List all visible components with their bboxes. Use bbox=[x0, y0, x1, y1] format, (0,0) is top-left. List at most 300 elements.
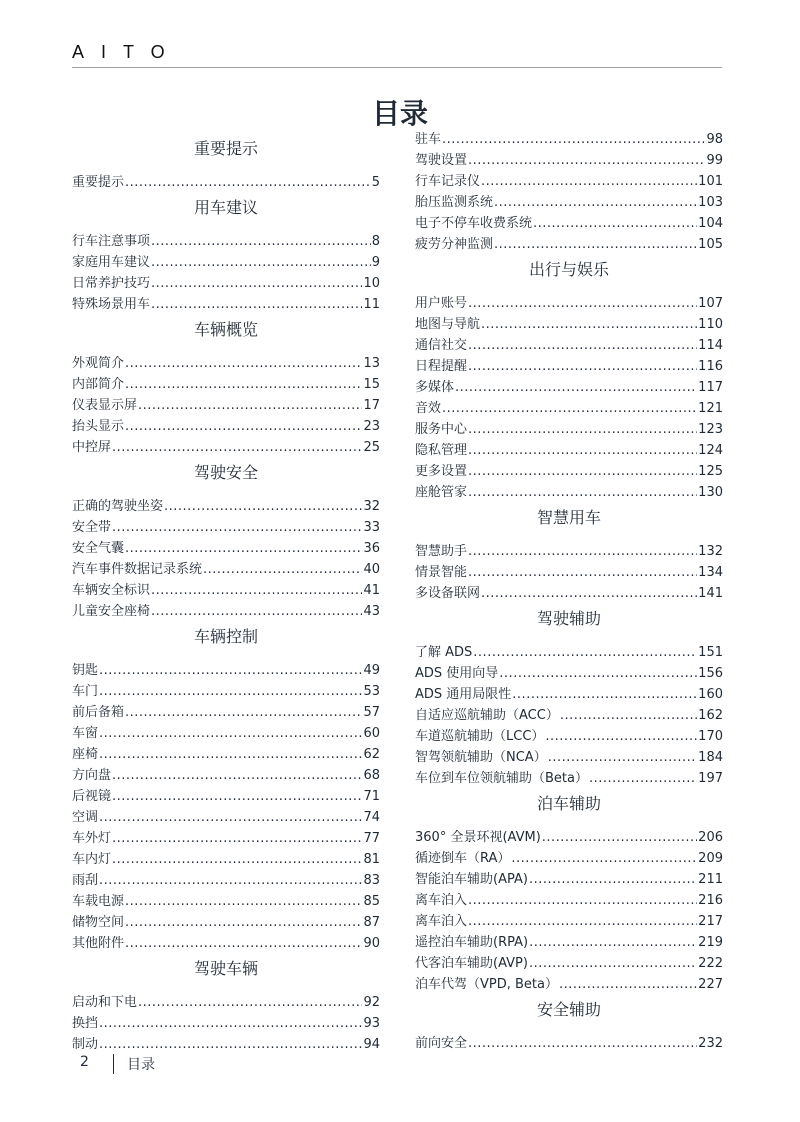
section-title: 安全辅助 bbox=[536, 1000, 601, 1019]
dot-leader bbox=[468, 890, 697, 911]
dot-leader bbox=[125, 416, 362, 437]
toc-entry-page: 211 bbox=[698, 872, 723, 887]
toc-entry-title: 驾驶设置 bbox=[415, 153, 468, 168]
dot-leader bbox=[529, 953, 697, 974]
toc-entry-page: 103 bbox=[698, 195, 723, 210]
toc-entry-title: 隐私管理 bbox=[415, 443, 468, 458]
toc-entry[interactable] bbox=[72, 538, 380, 559]
dot-leader bbox=[99, 870, 362, 891]
toc-entry-title: 行车记录仪 bbox=[415, 174, 481, 189]
toc-entry-title: 多设备联网 bbox=[415, 586, 481, 601]
dot-leader bbox=[99, 1034, 362, 1055]
toc-section bbox=[72, 138, 380, 193]
dot-leader bbox=[112, 517, 362, 538]
section-title: 重要提示 bbox=[193, 139, 258, 158]
toc-entry-page: 93 bbox=[363, 1016, 380, 1031]
toc-entry[interactable] bbox=[415, 583, 723, 604]
toc-entry[interactable] bbox=[72, 807, 380, 828]
toc-entry-page: 184 bbox=[698, 750, 723, 765]
dot-leader bbox=[560, 705, 697, 726]
dot-leader bbox=[499, 663, 697, 684]
toc-entry-title: 中控屏 bbox=[72, 440, 112, 455]
toc-entry-page: 162 bbox=[698, 708, 723, 723]
toc-entry-title: 更多设置 bbox=[415, 464, 468, 479]
toc-entry-page: 57 bbox=[363, 705, 380, 720]
toc-entry[interactable] bbox=[415, 234, 723, 255]
toc-entry-title: 前向安全 bbox=[415, 1036, 468, 1051]
toc-entry-title: 安全带 bbox=[72, 520, 112, 535]
toc-entry-page: 11 bbox=[363, 297, 380, 312]
toc-entry-page: 216 bbox=[698, 893, 723, 908]
section-title: 泊车辅助 bbox=[536, 794, 601, 813]
toc-entry[interactable] bbox=[72, 172, 380, 193]
toc-entry[interactable] bbox=[415, 129, 723, 150]
toc-entry[interactable] bbox=[72, 353, 380, 374]
toc-entry[interactable] bbox=[415, 932, 723, 953]
toc-entry-page: 98 bbox=[706, 132, 723, 147]
toc-entry-title: 情景智能 bbox=[415, 565, 468, 580]
toc-section bbox=[415, 129, 723, 255]
toc-entry-page: 232 bbox=[698, 1036, 723, 1051]
toc-entry-title: 遥控泊车辅助(RPA) bbox=[415, 935, 529, 950]
toc-entry-title: 音效 bbox=[415, 401, 442, 416]
toc-entry-title: 日程提醒 bbox=[415, 359, 468, 374]
toc-entry-page: 92 bbox=[363, 995, 380, 1010]
toc-entry[interactable] bbox=[415, 768, 723, 789]
dot-leader bbox=[164, 496, 362, 517]
dot-leader bbox=[468, 911, 697, 932]
toc-entry[interactable] bbox=[72, 933, 380, 954]
toc-entry[interactable] bbox=[415, 192, 723, 213]
toc-entry[interactable] bbox=[415, 974, 723, 995]
dot-leader bbox=[125, 912, 362, 933]
toc-entry-page: 219 bbox=[698, 935, 723, 950]
toc-entry-page: 134 bbox=[698, 565, 723, 580]
dot-leader bbox=[151, 273, 362, 294]
toc-entry-title: 日常养护技巧 bbox=[72, 276, 151, 291]
dot-leader bbox=[99, 660, 362, 681]
toc-entry-page: 123 bbox=[698, 422, 723, 437]
toc-entry-page: 62 bbox=[363, 747, 380, 762]
toc-section bbox=[415, 507, 723, 604]
toc-entry-page: 156 bbox=[698, 666, 723, 681]
toc-entry-title: 座舱管家 bbox=[415, 485, 468, 500]
toc-entry-title: 仪表显示屏 bbox=[72, 398, 138, 413]
toc-entry-title: 特殊场景用车 bbox=[72, 297, 151, 312]
toc-entry-title: ADS 使用向导 bbox=[415, 666, 499, 681]
section-title: 智慧用车 bbox=[536, 508, 601, 527]
dot-leader bbox=[99, 1013, 362, 1034]
toc-entry-title: 驻车 bbox=[415, 132, 442, 147]
dot-leader bbox=[125, 353, 362, 374]
dot-leader bbox=[468, 1033, 697, 1054]
toc-entry-page: 53 bbox=[363, 684, 380, 699]
toc-entry[interactable] bbox=[415, 663, 723, 684]
toc-entry[interactable] bbox=[415, 171, 723, 192]
toc-entry-page: 130 bbox=[698, 485, 723, 500]
toc-entry-page: 85 bbox=[363, 894, 380, 909]
toc-entry-page: 90 bbox=[363, 936, 380, 951]
toc-entry-title: 抬头显示 bbox=[72, 419, 125, 434]
toc-entry-page: 206 bbox=[698, 830, 723, 845]
toc-entry-page: 40 bbox=[363, 562, 380, 577]
toc-entry[interactable] bbox=[415, 398, 723, 419]
toc-entry-page: 125 bbox=[698, 464, 723, 479]
toc-entry[interactable] bbox=[415, 461, 723, 482]
dot-leader bbox=[112, 849, 362, 870]
toc-entry-page: 33 bbox=[363, 520, 380, 535]
toc-entry-page: 17 bbox=[363, 398, 380, 413]
dot-leader bbox=[99, 681, 362, 702]
toc-entry-title: 重要提示 bbox=[72, 175, 125, 190]
toc-entry[interactable] bbox=[72, 786, 380, 807]
dot-leader bbox=[529, 932, 697, 953]
toc-entry-title: 外观简介 bbox=[72, 356, 125, 371]
dot-leader bbox=[473, 642, 697, 663]
toc-entry-title: 智驾领航辅助（NCA） bbox=[415, 750, 547, 765]
toc-entry[interactable] bbox=[415, 419, 723, 440]
dot-leader bbox=[529, 869, 697, 890]
toc-entry[interactable] bbox=[72, 870, 380, 891]
toc-entry[interactable] bbox=[415, 356, 723, 377]
toc-entry[interactable] bbox=[72, 828, 380, 849]
toc-entry-title: 服务中心 bbox=[415, 422, 468, 437]
toc-entry-title: 制动 bbox=[72, 1037, 99, 1052]
section-title: 驾驶辅助 bbox=[536, 609, 601, 628]
toc-entry-page: 43 bbox=[363, 604, 380, 619]
toc-entry[interactable] bbox=[415, 335, 723, 356]
toc-entry[interactable] bbox=[72, 517, 380, 538]
toc-entry[interactable] bbox=[72, 294, 380, 315]
toc-entry-page: 71 bbox=[363, 789, 380, 804]
toc-entry-page: 25 bbox=[363, 440, 380, 455]
dot-leader bbox=[468, 335, 697, 356]
toc-entry-title: 车外灯 bbox=[72, 831, 112, 846]
dot-leader bbox=[125, 933, 362, 954]
toc-entry-title: ADS 通用局限性 bbox=[415, 687, 512, 702]
toc-entry-page: 15 bbox=[363, 377, 380, 392]
dot-leader bbox=[138, 992, 362, 1013]
toc-entry[interactable] bbox=[415, 541, 723, 562]
toc-entry-title: 雨刮 bbox=[72, 873, 99, 888]
toc-entry-title: 车门 bbox=[72, 684, 99, 699]
toc-entry[interactable] bbox=[72, 273, 380, 294]
dot-leader bbox=[468, 440, 697, 461]
toc-entry[interactable] bbox=[72, 1034, 380, 1055]
dot-leader bbox=[151, 231, 371, 252]
toc-entry-page: 141 bbox=[698, 586, 723, 601]
toc-entry-title: 电子不停车收费系统 bbox=[415, 216, 533, 231]
toc-entry-page: 9 bbox=[371, 255, 380, 270]
dot-leader bbox=[589, 768, 697, 789]
toc-entry-title: 内部简介 bbox=[72, 377, 125, 392]
toc-entry-title: 车载电源 bbox=[72, 894, 125, 909]
toc-entry[interactable] bbox=[72, 252, 380, 273]
toc-entry-page: 222 bbox=[698, 956, 723, 971]
dot-leader bbox=[203, 559, 362, 580]
toc-entry-title: 胎压监测系统 bbox=[415, 195, 494, 210]
toc-entry-page: 68 bbox=[363, 768, 380, 783]
toc-entry-title: 360° 全景环视(AVM) bbox=[415, 830, 541, 845]
toc-entry-page: 107 bbox=[698, 296, 723, 311]
dot-leader bbox=[112, 437, 362, 458]
toc-entry-page: 114 bbox=[698, 338, 723, 353]
toc-entry-title: 其他附件 bbox=[72, 936, 125, 951]
dot-leader bbox=[468, 419, 697, 440]
dot-leader bbox=[481, 314, 697, 335]
toc-entry-page: 110 bbox=[698, 317, 723, 332]
toc-entry[interactable] bbox=[415, 747, 723, 768]
toc-entry[interactable] bbox=[72, 395, 380, 416]
toc-entry-title: 汽车事件数据记录系统 bbox=[72, 562, 203, 577]
dot-leader bbox=[512, 684, 697, 705]
toc-entry-page: 217 bbox=[698, 914, 723, 929]
toc-section bbox=[72, 626, 380, 954]
toc-entry-title: 智慧助手 bbox=[415, 544, 468, 559]
toc-entry-title: 车位到车位领航辅助（Beta） bbox=[415, 771, 588, 786]
dot-leader bbox=[112, 786, 362, 807]
page-title: 目录 bbox=[371, 97, 428, 130]
toc-entry[interactable] bbox=[415, 827, 723, 848]
toc-entry[interactable] bbox=[72, 374, 380, 395]
toc-entry-page: 10 bbox=[363, 276, 380, 291]
toc-entry[interactable] bbox=[415, 440, 723, 461]
toc-entry-page: 8 bbox=[371, 234, 380, 249]
toc-entry[interactable] bbox=[72, 891, 380, 912]
toc-entry-title: 通信社交 bbox=[415, 338, 468, 353]
toc-entry[interactable] bbox=[415, 314, 723, 335]
toc-entry-title: 家庭用车建议 bbox=[72, 255, 151, 270]
toc-entry-page: 83 bbox=[363, 873, 380, 888]
toc-entry-title: 车辆安全标识 bbox=[72, 583, 151, 598]
toc-entry[interactable] bbox=[415, 482, 723, 503]
dot-leader bbox=[548, 747, 697, 768]
section-title: 车辆概览 bbox=[193, 320, 258, 339]
toc-entry[interactable] bbox=[415, 562, 723, 583]
toc-entry[interactable] bbox=[415, 684, 723, 705]
dot-leader bbox=[125, 172, 371, 193]
toc-entry-title: 代客泊车辅助(AVP) bbox=[415, 956, 528, 971]
toc-section bbox=[72, 197, 380, 315]
toc-entry-title: 车窗 bbox=[72, 726, 99, 741]
dot-leader bbox=[99, 723, 362, 744]
dot-leader bbox=[125, 702, 362, 723]
toc-entry-page: 81 bbox=[363, 852, 380, 867]
toc-entry-title: 用户账号 bbox=[415, 296, 468, 311]
toc-entry[interactable] bbox=[72, 580, 380, 601]
toc-section bbox=[415, 259, 723, 503]
toc-entry[interactable] bbox=[72, 849, 380, 870]
dot-leader bbox=[511, 848, 697, 869]
footer-section-label: 目录 bbox=[127, 1057, 155, 1073]
toc-entry[interactable] bbox=[415, 1033, 723, 1054]
toc-entry-page: 60 bbox=[363, 726, 380, 741]
toc-entry[interactable] bbox=[415, 213, 723, 234]
toc-entry[interactable] bbox=[415, 377, 723, 398]
toc-entry-title: 换挡 bbox=[72, 1016, 99, 1031]
toc-entry-title: 多媒体 bbox=[415, 380, 455, 395]
toc-entry-page: 5 bbox=[371, 175, 380, 190]
dot-leader bbox=[151, 294, 362, 315]
toc-entry-title: 儿童安全座椅 bbox=[72, 604, 151, 619]
toc-section bbox=[72, 319, 380, 458]
toc-entry[interactable] bbox=[72, 231, 380, 252]
toc-section bbox=[72, 958, 380, 1055]
dot-leader bbox=[559, 974, 697, 995]
toc-entry[interactable] bbox=[72, 496, 380, 517]
toc-entry[interactable] bbox=[72, 559, 380, 580]
toc-entry[interactable] bbox=[415, 726, 723, 747]
toc-entry-page: 94 bbox=[363, 1037, 380, 1052]
page-number: 2 bbox=[80, 1054, 89, 1070]
section-title: 出行与娱乐 bbox=[528, 260, 609, 279]
dot-leader bbox=[99, 807, 362, 828]
dot-leader bbox=[125, 374, 362, 395]
toc-entry-page: 32 bbox=[363, 499, 380, 514]
toc-entry-title: 空调 bbox=[72, 810, 99, 825]
toc-entry[interactable] bbox=[72, 765, 380, 786]
toc-entry[interactable] bbox=[72, 992, 380, 1013]
toc-entry-page: 77 bbox=[363, 831, 380, 846]
dot-leader bbox=[545, 726, 697, 747]
dot-leader bbox=[112, 828, 362, 849]
toc-entry-title: 了解 ADS bbox=[415, 645, 473, 660]
dot-leader bbox=[138, 395, 362, 416]
toc-entry-page: 36 bbox=[363, 541, 380, 556]
dot-leader bbox=[468, 150, 705, 171]
toc-left-column bbox=[72, 138, 380, 1055]
dot-leader bbox=[542, 827, 697, 848]
toc-entry-title: 储物空间 bbox=[72, 915, 125, 930]
toc-entry[interactable] bbox=[415, 869, 723, 890]
toc-entry[interactable] bbox=[415, 293, 723, 314]
toc-right-column bbox=[415, 129, 723, 1054]
dot-leader bbox=[468, 293, 697, 314]
dot-leader bbox=[468, 562, 697, 583]
toc-entry-title: 安全气囊 bbox=[72, 541, 125, 556]
dot-leader bbox=[442, 129, 705, 150]
dot-leader bbox=[494, 234, 697, 255]
section-title: 驾驶车辆 bbox=[193, 959, 258, 978]
dot-leader bbox=[125, 538, 362, 559]
toc-entry-page: 101 bbox=[698, 174, 723, 189]
dot-leader bbox=[468, 461, 697, 482]
toc-entry[interactable] bbox=[72, 744, 380, 765]
toc-entry-page: 124 bbox=[698, 443, 723, 458]
toc-section bbox=[415, 793, 723, 995]
toc-entry-title: 车内灯 bbox=[72, 852, 112, 867]
toc-entry-title: 车道巡航辅助（LCC） bbox=[415, 729, 545, 744]
toc-entry[interactable] bbox=[72, 723, 380, 744]
toc-entry-page: 151 bbox=[698, 645, 723, 660]
toc-entry-page: 117 bbox=[698, 380, 723, 395]
dot-leader bbox=[468, 356, 697, 377]
toc-entry-page: 160 bbox=[698, 687, 723, 702]
toc-entry-title: 方向盘 bbox=[72, 768, 112, 783]
toc-entry-title: 座椅 bbox=[72, 747, 99, 762]
toc-entry-title: 泊车代驾（VPD, Beta） bbox=[415, 977, 558, 992]
dot-leader bbox=[533, 213, 697, 234]
toc-entry-title: 正确的驾驶坐姿 bbox=[72, 499, 164, 514]
toc-entry-page: 227 bbox=[698, 977, 723, 992]
toc-entry-page: 13 bbox=[363, 356, 380, 371]
toc-entry-page: 209 bbox=[698, 851, 723, 866]
toc-entry-title: 前后备箱 bbox=[72, 705, 125, 720]
dot-leader bbox=[481, 583, 697, 604]
section-title: 车辆控制 bbox=[193, 627, 258, 646]
toc-entry[interactable] bbox=[415, 642, 723, 663]
toc-entry-page: 23 bbox=[363, 419, 380, 434]
toc-entry[interactable] bbox=[72, 416, 380, 437]
section-title: 驾驶安全 bbox=[193, 463, 258, 482]
toc-entry-title: 钥匙 bbox=[72, 663, 99, 678]
toc-entry[interactable] bbox=[72, 660, 380, 681]
dot-leader bbox=[151, 601, 362, 622]
header-divider bbox=[72, 67, 722, 68]
toc-entry-page: 99 bbox=[706, 153, 723, 168]
toc-entry-page: 49 bbox=[363, 663, 380, 678]
toc-entry-page: 197 bbox=[698, 771, 723, 786]
dot-leader bbox=[455, 377, 697, 398]
dot-leader bbox=[151, 252, 371, 273]
toc-entry-title: 疲劳分神监测 bbox=[415, 237, 494, 252]
dot-leader bbox=[442, 398, 697, 419]
toc-entry[interactable] bbox=[415, 911, 723, 932]
toc-entry-title: 循迹倒车（RA） bbox=[415, 851, 511, 866]
toc-entry-page: 74 bbox=[363, 810, 380, 825]
dot-leader bbox=[481, 171, 697, 192]
toc-entry-title: 离车泊入 bbox=[415, 893, 468, 908]
dot-leader bbox=[151, 580, 362, 601]
toc-entry[interactable] bbox=[72, 681, 380, 702]
footer-divider bbox=[113, 1054, 114, 1074]
toc-entry[interactable] bbox=[72, 1013, 380, 1034]
toc-entry-title: 后视镜 bbox=[72, 789, 112, 804]
toc-entry[interactable] bbox=[72, 437, 380, 458]
toc-entry[interactable] bbox=[415, 705, 723, 726]
toc-entry-title: 离车泊入 bbox=[415, 914, 468, 929]
dot-leader bbox=[112, 765, 362, 786]
toc-entry-title: 自适应巡航辅助（ACC） bbox=[415, 708, 559, 723]
toc-entry-page: 104 bbox=[698, 216, 723, 231]
toc-entry-page: 87 bbox=[363, 915, 380, 930]
toc-entry-page: 132 bbox=[698, 544, 723, 559]
toc-section bbox=[415, 608, 723, 789]
toc-entry[interactable] bbox=[72, 601, 380, 622]
toc-entry-page: 105 bbox=[698, 237, 723, 252]
dot-leader bbox=[494, 192, 697, 213]
toc-entry-title: 地图与导航 bbox=[415, 317, 481, 332]
toc-entry-page: 170 bbox=[698, 729, 723, 744]
dot-leader bbox=[468, 482, 697, 503]
toc-entry[interactable] bbox=[415, 953, 723, 974]
toc-section bbox=[72, 462, 380, 622]
brand-logo: AITO bbox=[72, 42, 182, 62]
dot-leader bbox=[468, 541, 697, 562]
toc-entry-title: 智能泊车辅助(APA) bbox=[415, 872, 528, 887]
dot-leader bbox=[99, 744, 362, 765]
dot-leader bbox=[125, 891, 362, 912]
toc-entry[interactable] bbox=[415, 890, 723, 911]
toc-entry-page: 121 bbox=[698, 401, 723, 416]
toc-section bbox=[415, 999, 723, 1054]
toc-entry[interactable] bbox=[415, 848, 723, 869]
toc-entry-page: 116 bbox=[698, 359, 723, 374]
toc-entry[interactable] bbox=[415, 150, 723, 171]
toc-entry[interactable] bbox=[72, 912, 380, 933]
toc-entry[interactable] bbox=[72, 702, 380, 723]
toc-entry-title: 行车注意事项 bbox=[72, 234, 151, 249]
